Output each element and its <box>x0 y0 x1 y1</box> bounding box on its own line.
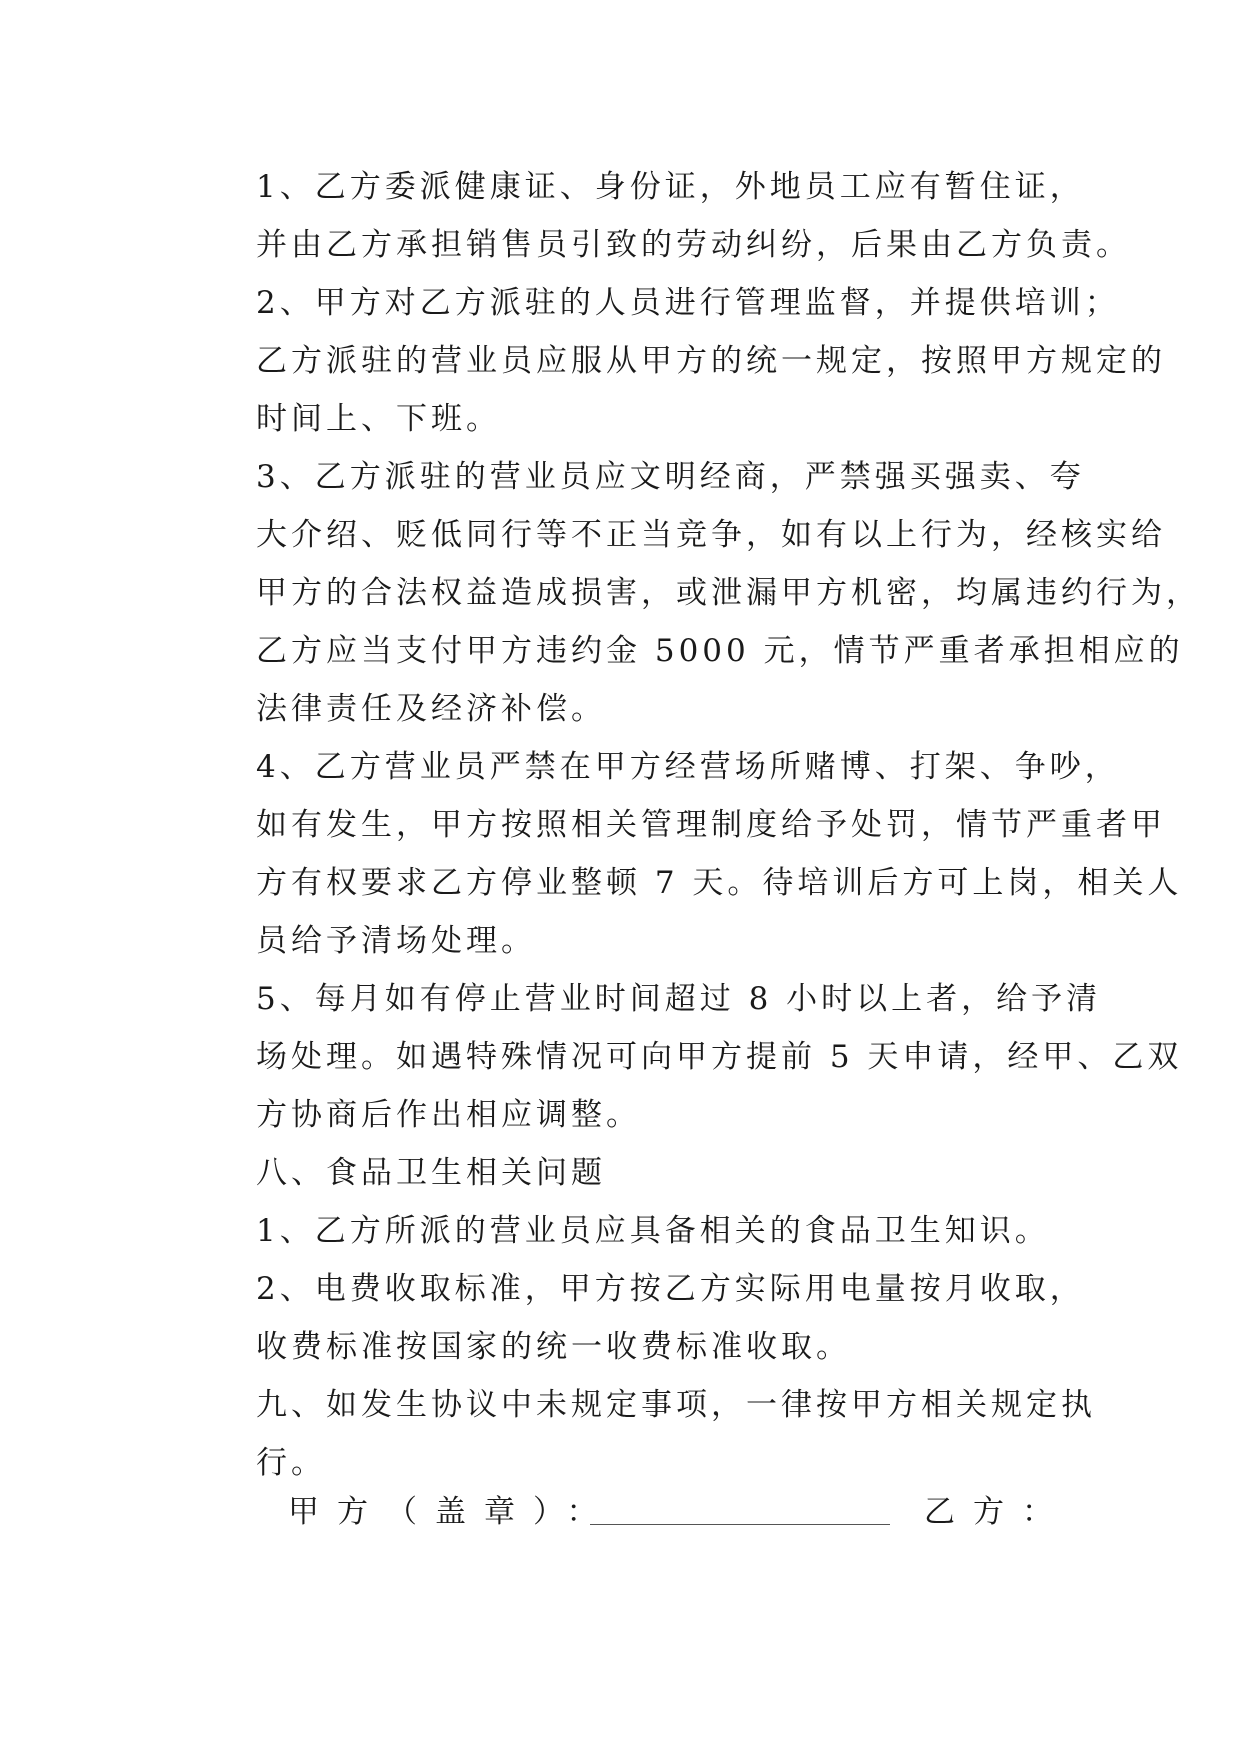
paragraph <box>192 1260 1085 1376</box>
paragraph-line: 甲方的合法权益造成损害，或泄漏甲方机密，均属违约行为， <box>256 575 1201 611</box>
paragraph-line: 乙方应当支付甲方违约金 5000 元，情节严重者承担相应的 <box>256 633 1184 669</box>
paragraph-line: 收费标准按国家的统一收费标准收取。 <box>256 1329 851 1365</box>
paragraph-line: 如有发生，甲方按照相关管理制度给予处罚，情节严重者甲 <box>256 807 1166 843</box>
paragraph-line: 方有权要求乙方停业整顿 7 天。待培训后方可上岗，相关人 <box>256 865 1183 901</box>
paragraph-line: 乙方派驻的营业员应服从甲方的统一规定，按照甲方规定的 <box>256 343 1166 379</box>
signature-row <box>0 1486 1241 1546</box>
paragraph-line: 八、食品卫生相关问题 <box>256 1155 606 1191</box>
party-b-signature-label: 乙方： <box>924 1494 1071 1530</box>
document-body <box>192 158 1201 1492</box>
paragraph-line: 行。 <box>256 1445 326 1481</box>
paragraph <box>192 738 1183 970</box>
paragraph <box>192 1376 1096 1492</box>
party-a-signature-blank-line <box>590 1524 890 1525</box>
paragraph-line: 2、电费收取标准，甲方按乙方实际用电量按月收取， <box>256 1271 1085 1307</box>
paragraph-line: 场处理。如遇特殊情况可向甲方提前 5 天申请，经甲、乙双 <box>256 1039 1183 1075</box>
paragraph-line: 九、如发生协议中未规定事项，一律按甲方相关规定执 <box>256 1387 1096 1423</box>
paragraph-line: 1、乙方所派的营业员应具备相关的食品卫生知识。 <box>256 1213 1050 1249</box>
paragraph-line: 时间上、下班。 <box>256 401 501 437</box>
party-a-signature-label: 甲方（盖章）： <box>288 1494 616 1530</box>
paragraph <box>192 158 1131 274</box>
paragraph <box>192 970 1183 1144</box>
paragraph-line: 5、每月如有停止营业时间超过 8 小时以上者，给予清 <box>256 981 1102 1017</box>
paragraph-line: 1、乙方委派健康证、身份证，外地员工应有暂住证， <box>256 169 1085 205</box>
paragraph-line: 方协商后作出相应调整。 <box>256 1097 641 1133</box>
paragraph-line: 4、乙方营业员严禁在甲方经营场所赌博、打架、争吵， <box>256 749 1120 785</box>
paragraph <box>192 1202 1052 1260</box>
paragraph <box>192 274 1166 448</box>
paragraph-line: 并由乙方承担销售员引致的劳动纠纷，后果由乙方负责。 <box>256 227 1131 263</box>
paragraph <box>192 1144 1052 1202</box>
paragraph-line: 法律责任及经济补偿。 <box>256 691 606 727</box>
paragraph-line: 员给予清场处理。 <box>256 923 536 959</box>
paragraph-line: 2、甲方对乙方派驻的人员进行管理监督，并提供培训； <box>256 285 1120 321</box>
paragraph-line: 3、乙方派驻的营业员应文明经商，严禁强买强卖、夸 <box>256 459 1085 495</box>
paragraph-line: 大介绍、贬低同行等不正当竞争，如有以上行为，经核实给 <box>256 517 1166 553</box>
paragraph <box>192 448 1201 738</box>
